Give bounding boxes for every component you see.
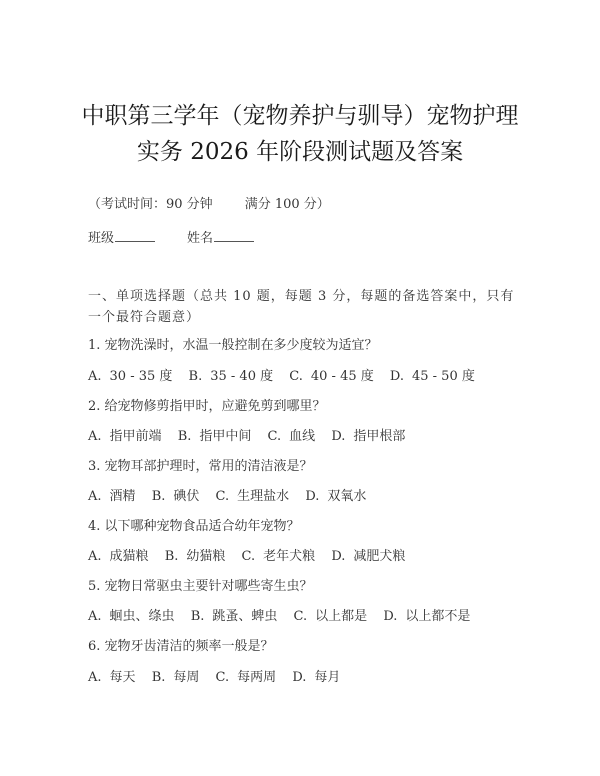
option-b: B. 指甲中间 — [177, 429, 252, 444]
option-a: A. 酒精 — [88, 489, 136, 504]
option-b: B. 每周 — [151, 670, 200, 685]
name-label: 姓名 — [187, 231, 214, 246]
option-c: C. 老年犬粮 — [241, 549, 316, 564]
option-a: A. 蛔虫、绦虫 — [88, 609, 175, 624]
question-4: 4. 以下哪种宠物食品适合幼年宠物？ — [88, 519, 300, 534]
option-b: B. 35 - 40 度 — [188, 369, 274, 384]
option-c: C. 生理盐水 — [215, 489, 290, 504]
option-a: A. 30 - 35 度 — [88, 369, 173, 384]
question-5-options — [88, 608, 482, 626]
option-a: A. 每天 — [88, 670, 136, 685]
option-d: D. 每月 — [292, 670, 341, 685]
question-1: 1. 宠物洗澡时，水温一般控制在多少度较为适宜？ — [88, 338, 378, 353]
question-6-options — [88, 669, 352, 687]
section-heading-line-2: 一个最符合题意） — [88, 310, 201, 325]
question-1-options — [88, 368, 487, 386]
option-c: C. 血线 — [267, 429, 316, 444]
question-2: 2. 给宠物修剪指甲时，应避免剪到哪里？ — [88, 399, 326, 414]
option-b: B. 跳蚤、蜱虫 — [190, 609, 278, 624]
question-3-options — [88, 488, 378, 506]
option-b: B. 幼猫粮 — [164, 549, 226, 564]
section-heading-line-1: 一、单项选择题（总共 10 题，每题 3 分，每题的备选答案中，只有 — [88, 289, 515, 304]
exam-info — [88, 196, 330, 214]
option-b: B. 碘伏 — [151, 489, 200, 504]
student-fields — [88, 229, 254, 248]
class-label: 班级 — [88, 231, 115, 246]
option-c: C. 以上都是 — [293, 609, 368, 624]
document-title — [0, 98, 600, 170]
option-d: D. 45 - 50 度 — [389, 369, 475, 384]
option-d: D. 指甲根部 — [331, 429, 406, 444]
name-blank[interactable] — [214, 229, 254, 242]
question-5: 5. 宠物日常驱虫主要针对哪些寄生虫？ — [88, 579, 313, 594]
question-6: 6. 宠物牙齿清洁的频率一般是？ — [88, 639, 274, 654]
option-c: C. 40 - 45 度 — [289, 369, 374, 384]
option-d: D. 双氧水 — [305, 489, 367, 504]
class-blank[interactable] — [115, 229, 155, 242]
option-a: A. 指甲前端 — [88, 429, 162, 444]
title-line-1: 中职第三学年（宠物养护与驯导）宠物护理 — [81, 103, 519, 129]
exam-full-score: 满分 100 分） — [244, 197, 330, 212]
option-d: D. 减肥犬粮 — [331, 549, 406, 564]
title-line-2: 实务 2026 年阶段测试题及答案 — [136, 139, 464, 165]
question-4-options — [88, 548, 417, 566]
option-a: A. 成猫粮 — [88, 549, 149, 564]
option-c: C. 每两周 — [215, 670, 277, 685]
exam-time: （考试时间：90 分钟 — [88, 197, 213, 212]
option-d: D. 以上都不是 — [383, 609, 471, 624]
question-3: 3. 宠物耳部护理时，常用的清洁液是？ — [88, 459, 313, 474]
question-2-options — [88, 428, 417, 446]
